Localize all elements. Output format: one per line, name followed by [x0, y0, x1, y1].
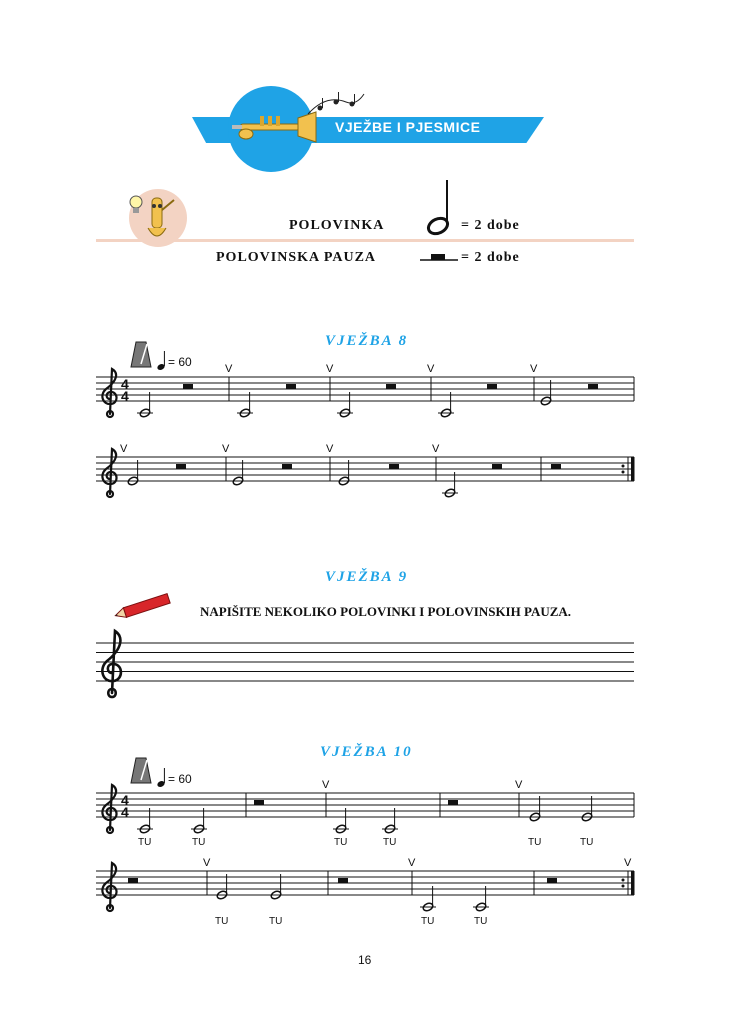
syllable-tu: TU — [528, 837, 542, 848]
breath-mark: V — [120, 443, 128, 455]
half-rest-label: POLOVINSKA PAUZA — [216, 250, 377, 265]
tempo-marking: = 60 — [168, 355, 192, 369]
time-signature-bottom: 4 — [121, 388, 129, 404]
page-title: VJEŽBE I PJESMICE — [335, 119, 481, 135]
treble-clef-icon — [102, 863, 116, 911]
syllable-tu: TU — [421, 916, 435, 927]
syllable-tu: TU — [192, 837, 206, 848]
breath-mark: V — [530, 363, 538, 375]
final-barline — [631, 871, 635, 895]
half-note-value: = 2 dobe — [461, 218, 520, 233]
exercise-8-title: VJEŽBA 8 — [325, 333, 409, 349]
time-signature-top: 4 — [121, 792, 129, 808]
syllable-tu: TU — [269, 916, 283, 927]
page-number: 16 — [358, 953, 372, 967]
breath-mark: V — [322, 779, 330, 791]
breath-mark: V — [326, 363, 334, 375]
breath-mark: V — [326, 443, 334, 455]
exercise-9-title: VJEŽBA 9 — [325, 569, 409, 585]
repeat-dot — [622, 885, 625, 888]
half-rest-icon — [128, 878, 138, 883]
syllable-tu: TU — [383, 837, 397, 848]
repeat-dot — [622, 879, 625, 882]
breath-mark: V — [225, 363, 233, 375]
breath-mark: V — [408, 857, 416, 869]
exercise-9-instruction: NAPIŠITE NEKOLIKO POLOVINKI I POLOVINSKIH PAUZA. — [200, 604, 572, 619]
syllable-tu: TU — [334, 837, 348, 848]
breath-mark: V — [222, 443, 230, 455]
half-rest-value: = 2 dobe — [461, 250, 520, 265]
breath-mark: V — [427, 363, 435, 375]
breath-mark: V — [515, 779, 523, 791]
tempo-marking: = 60 — [168, 772, 192, 786]
exercise-10-title: VJEŽBA 10 — [320, 744, 413, 760]
time-signature-bottom: 4 — [121, 804, 129, 820]
breath-mark: V — [432, 443, 440, 455]
breath-mark: V — [203, 857, 211, 869]
syllable-tu: TU — [215, 916, 229, 927]
syllable-tu: TU — [474, 916, 488, 927]
breath-mark: V — [624, 857, 632, 869]
half-rest-icon — [338, 878, 348, 883]
half-note-label: POLOVINKA — [289, 218, 385, 233]
syllable-tu: TU — [580, 837, 594, 848]
syllable-tu: TU — [138, 837, 152, 848]
half-rest-icon — [547, 878, 557, 883]
time-signature-top: 4 — [121, 376, 129, 392]
